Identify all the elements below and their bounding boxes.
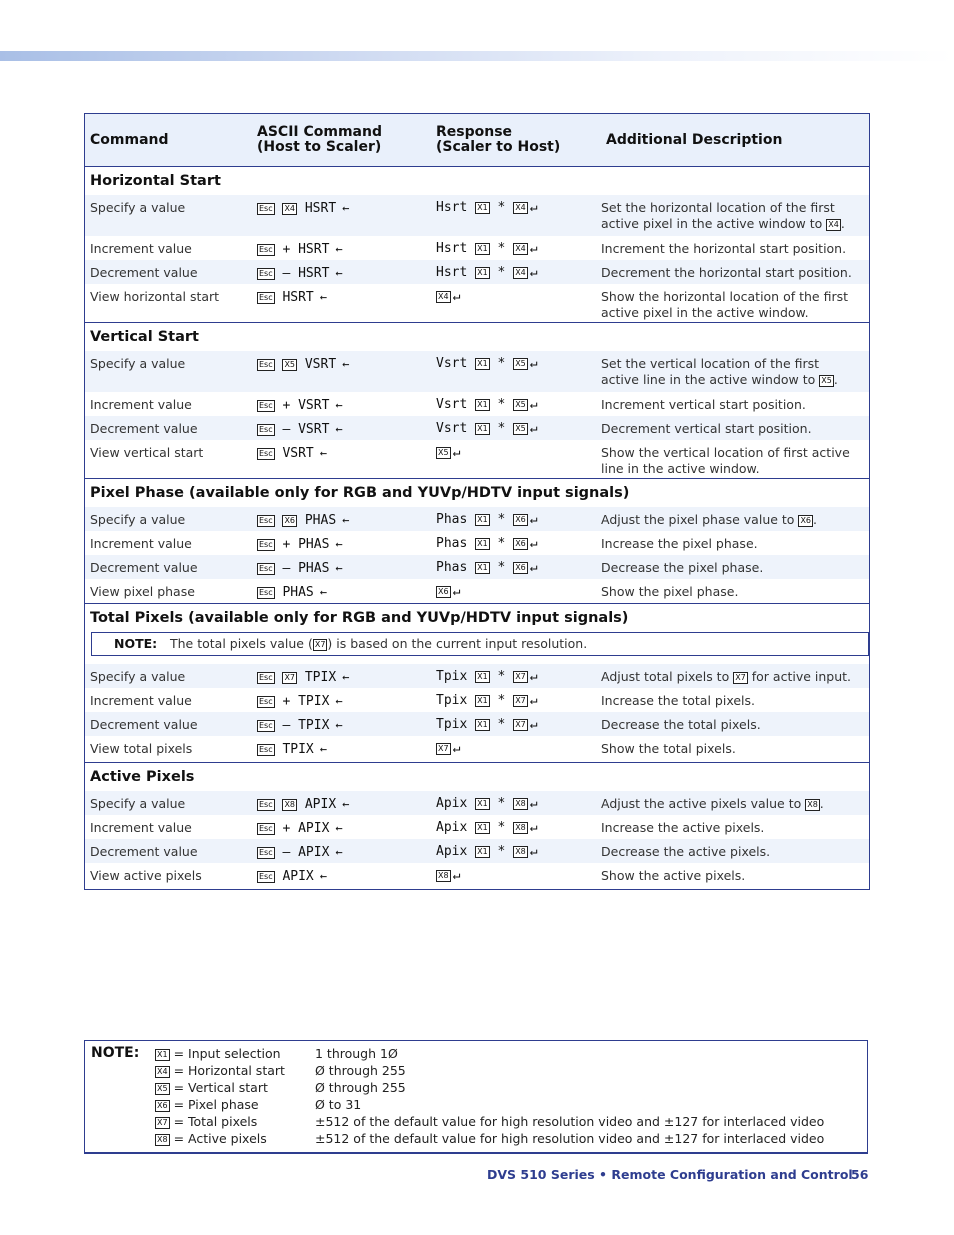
- ascii-cell: Esc + VSRT ←: [259, 398, 343, 413]
- ascii-cell: Esc X4 HSRT ←: [259, 201, 350, 216]
- x7-key-icon: X7: [515, 696, 526, 705]
- x6-key-icon: X6: [515, 515, 526, 524]
- description-cell: Decrease the total pixels.: [601, 717, 761, 732]
- esc-key-icon: Esc: [259, 745, 273, 754]
- table-row: [85, 195, 869, 236]
- ascii-cell: Esc X7 TPIX ←: [259, 670, 350, 685]
- esc-key-icon: Esc: [259, 204, 273, 213]
- x1-key-icon: X1: [477, 799, 488, 808]
- x7-key-icon: X7: [157, 1118, 168, 1127]
- command-cell: Increment value: [90, 536, 192, 551]
- table-row: [85, 236, 869, 260]
- enter-arrow-icon: ←: [319, 446, 327, 460]
- header-description: Additional Description: [606, 131, 783, 148]
- description-cell: Decrease the pixel phase.: [601, 560, 764, 575]
- x4-key-icon: X4: [157, 1067, 168, 1076]
- return-arrow-icon: ↵: [529, 844, 538, 859]
- esc-key-icon: Esc: [259, 824, 273, 833]
- footer-title: DVS 510 Series • Remote Configuration and Control: [487, 1167, 853, 1182]
- response-cell: [436, 584, 460, 600]
- enter-arrow-icon: ←: [342, 670, 350, 684]
- response-cell: Phas X1 * X6 ↵: [436, 560, 538, 575]
- command-cell: Decrement value: [90, 844, 198, 859]
- command-table: [84, 113, 870, 890]
- table-row: [85, 839, 869, 863]
- x7-key-icon: X7: [515, 672, 526, 681]
- esc-key-icon: Esc: [259, 540, 273, 549]
- x6-key-icon: X6: [438, 587, 449, 596]
- esc-key-icon: Esc: [259, 564, 273, 573]
- table-row: [85, 284, 869, 322]
- x5-key-icon: X5: [157, 1084, 168, 1093]
- note-label: NOTE:: [114, 636, 158, 651]
- table-row: [85, 863, 869, 889]
- description-cell: Show the total pixels.: [601, 741, 736, 756]
- esc-key-icon: Esc: [259, 872, 273, 881]
- command-cell: Specify a value: [90, 512, 186, 527]
- command-cell: Specify a value: [90, 200, 186, 215]
- x1-key-icon: X1: [477, 424, 488, 433]
- table-row: [85, 260, 869, 284]
- return-arrow-icon: ↵: [452, 289, 461, 304]
- description-cell: Increment the horizontal start position.: [601, 241, 847, 256]
- variables-note: [84, 1040, 868, 1154]
- x5-key-icon: X5: [515, 400, 526, 409]
- x8-key-icon: X8: [284, 800, 296, 809]
- response-cell: [436, 741, 460, 757]
- description-cell: Increase the active pixels.: [601, 820, 765, 835]
- return-arrow-icon: ↵: [529, 356, 538, 371]
- esc-key-icon: Esc: [259, 800, 273, 809]
- enter-arrow-icon: ←: [335, 242, 343, 256]
- table-row: [85, 392, 869, 416]
- note-text: The total pixels value ( X7 ) is based on the current input resolution.: [170, 636, 588, 651]
- esc-key-icon: Esc: [259, 425, 273, 434]
- x8-key-icon: X8: [515, 847, 526, 856]
- note-item: X8 = Active pixels ±512 of the default value for high resolution video and ±127 for interlaced video: [157, 1131, 825, 1146]
- x1-key-icon: X1: [157, 1050, 168, 1059]
- description-cell: Adjust total pixels to X7 for active input.: [601, 669, 852, 684]
- enter-arrow-icon: ←: [335, 537, 343, 551]
- return-arrow-icon: ↵: [529, 717, 538, 732]
- x5-key-icon: X5: [515, 359, 526, 368]
- command-cell: Increment value: [90, 241, 192, 256]
- response-cell: Hsrt X1 * X4 ↵: [436, 241, 538, 256]
- command-cell: View active pixels: [90, 868, 202, 883]
- table-row: [85, 351, 869, 392]
- ascii-cell: Esc – TPIX ←: [259, 718, 343, 733]
- description-cell: Show the pixel phase.: [601, 584, 739, 599]
- enter-arrow-icon: ←: [342, 513, 350, 527]
- ascii-cell: Esc X6 PHAS ←: [259, 513, 350, 528]
- response-cell: Phas X1 * X6 ↵: [436, 512, 538, 527]
- enter-arrow-icon: ←: [319, 290, 327, 304]
- header-ascii: ASCII Command (Host to Scaler): [257, 124, 382, 155]
- x1-key-icon: X1: [477, 244, 488, 253]
- response-cell: Tpix X1 * X7 ↵: [436, 717, 538, 732]
- enter-arrow-icon: ←: [335, 694, 343, 708]
- description-cell: Show the active pixels.: [601, 868, 746, 883]
- description-cell: Increment vertical start position.: [601, 397, 806, 412]
- table-row: [85, 440, 869, 478]
- ascii-cell: Esc VSRT ←: [259, 446, 327, 461]
- x1-key-icon: X1: [477, 400, 488, 409]
- section-pixel-phase: [85, 479, 869, 604]
- x8-key-icon: X8: [157, 1135, 168, 1144]
- table-header: [85, 114, 869, 167]
- x8-key-icon: X8: [438, 871, 449, 880]
- x4-key-icon: X4: [438, 292, 449, 301]
- note-item: X4 = Horizontal start Ø through 255: [157, 1063, 406, 1078]
- description-cell: Set the vertical location of the first active line in the active window to X5 .: [601, 356, 838, 387]
- x7-key-icon: X7: [735, 673, 746, 682]
- description-cell: Show the horizontal location of the first active pixel in the active window.: [601, 289, 849, 320]
- x5-key-icon: X5: [438, 448, 449, 457]
- esc-key-icon: Esc: [259, 293, 273, 302]
- section-active-pixels: [85, 763, 869, 889]
- command-cell: Decrement value: [90, 560, 198, 575]
- x1-key-icon: X1: [477, 268, 488, 277]
- command-cell: View pixel phase: [90, 584, 195, 599]
- x5-key-icon: X5: [284, 360, 296, 369]
- x1-key-icon: X1: [477, 672, 488, 681]
- return-arrow-icon: ↵: [529, 669, 538, 684]
- command-cell: View horizontal start: [90, 289, 220, 304]
- description-cell: Decrease the active pixels.: [601, 844, 771, 859]
- header-command: Command: [90, 131, 169, 148]
- x7-key-icon: X7: [284, 673, 296, 682]
- enter-arrow-icon: ←: [342, 201, 350, 215]
- section-horizontal-start: [85, 167, 869, 323]
- response-cell: Hsrt X1 * X4 ↵: [436, 200, 538, 215]
- ascii-cell: Esc X8 APIX ←: [259, 797, 350, 812]
- x6-key-icon: X6: [515, 539, 526, 548]
- command-cell: Specify a value: [90, 796, 186, 811]
- response-cell: Vsrt X1 * X5 ↵: [436, 356, 538, 371]
- enter-arrow-icon: ←: [335, 821, 343, 835]
- section-title: Total Pixels (available only for RGB and YUVp/HDTV input signals): [90, 610, 629, 626]
- command-cell: Specify a value: [90, 356, 186, 371]
- return-arrow-icon: ↵: [529, 820, 538, 835]
- table-row: [85, 712, 869, 736]
- return-arrow-icon: ↵: [529, 200, 538, 215]
- table-row: [85, 664, 869, 688]
- x1-key-icon: X1: [477, 359, 488, 368]
- enter-arrow-icon: ←: [319, 742, 327, 756]
- command-cell: Decrement value: [90, 421, 198, 436]
- x1-key-icon: X1: [477, 563, 488, 572]
- description-cell: Adjust the active pixels value to X8 .: [601, 796, 824, 811]
- section-vertical-start: [85, 323, 869, 479]
- command-cell: Increment value: [90, 820, 192, 835]
- esc-key-icon: Esc: [259, 516, 273, 525]
- description-cell: Adjust the pixel phase value to X6 .: [601, 512, 817, 527]
- x4-key-icon: X4: [515, 203, 526, 212]
- enter-arrow-icon: ←: [342, 357, 350, 371]
- table-row: [85, 555, 869, 579]
- response-cell: Vsrt X1 * X5 ↵: [436, 421, 538, 436]
- ascii-cell: Esc – VSRT ←: [259, 422, 343, 437]
- description-cell: Set the horizontal location of the first active pixel in the active window to X4 .: [601, 200, 845, 231]
- note-item: X1 = Input selection 1 through 1Ø: [157, 1046, 398, 1061]
- page-number: 56: [851, 1167, 869, 1182]
- x5-key-icon: X5: [515, 424, 526, 433]
- section-title: Vertical Start: [90, 329, 199, 345]
- enter-arrow-icon: ←: [335, 422, 343, 436]
- ascii-cell: Esc PHAS ←: [259, 585, 327, 600]
- note-item: X7 = Total pixels ±512 of the default value for high resolution video and ±127 for interlaced video: [157, 1114, 825, 1129]
- esc-key-icon: Esc: [259, 721, 273, 730]
- esc-key-icon: Esc: [259, 848, 273, 857]
- section-total-pixels: [85, 604, 869, 763]
- return-arrow-icon: ↵: [529, 421, 538, 436]
- return-arrow-icon: ↵: [452, 584, 461, 599]
- return-arrow-icon: ↵: [529, 693, 538, 708]
- x7-key-icon: X7: [314, 640, 326, 649]
- esc-key-icon: Esc: [259, 588, 273, 597]
- x4-key-icon: X4: [284, 204, 296, 213]
- x4-key-icon: X4: [828, 220, 839, 229]
- table-row: [85, 531, 869, 555]
- response-cell: Apix X1 * X8 ↵: [436, 796, 538, 811]
- command-cell: View vertical start: [90, 445, 204, 460]
- response-cell: Tpix X1 * X7 ↵: [436, 693, 538, 708]
- command-cell: Increment value: [90, 397, 192, 412]
- return-arrow-icon: ↵: [529, 265, 538, 280]
- esc-key-icon: Esc: [259, 269, 273, 278]
- ascii-cell: Esc – APIX ←: [259, 845, 343, 860]
- response-cell: [436, 445, 460, 461]
- section-title: Horizontal Start: [90, 173, 221, 189]
- x5-key-icon: X5: [821, 376, 832, 385]
- description-cell: Decrement the horizontal start position.: [601, 265, 852, 280]
- description-cell: Increase the pixel phase.: [601, 536, 758, 551]
- return-arrow-icon: ↵: [452, 868, 461, 883]
- x1-key-icon: X1: [477, 823, 488, 832]
- return-arrow-icon: ↵: [529, 560, 538, 575]
- description-cell: Show the vertical location of first active line in the active window.: [601, 445, 850, 476]
- esc-key-icon: Esc: [259, 697, 273, 706]
- ascii-cell: Esc + APIX ←: [259, 821, 343, 836]
- x1-key-icon: X1: [477, 203, 488, 212]
- x8-key-icon: X8: [515, 823, 526, 832]
- enter-arrow-icon: ←: [335, 718, 343, 732]
- total-pixels-note: [91, 632, 869, 656]
- response-cell: Phas X1 * X6 ↵: [436, 536, 538, 551]
- ascii-cell: Esc HSRT ←: [259, 290, 327, 305]
- top-decorative-bar: [0, 51, 954, 61]
- table-row: [85, 416, 869, 440]
- note-label: NOTE:: [91, 1045, 140, 1061]
- enter-arrow-icon: ←: [335, 561, 343, 575]
- response-cell: Vsrt X1 * X5 ↵: [436, 397, 538, 412]
- return-arrow-icon: ↵: [529, 397, 538, 412]
- table-row: [85, 507, 869, 531]
- ascii-cell: Esc + TPIX ←: [259, 694, 343, 709]
- response-cell: [436, 289, 460, 305]
- note-item: X6 = Pixel phase Ø to 31: [157, 1097, 362, 1112]
- section-title: Pixel Phase (available only for RGB and YUVp/HDTV input signals): [90, 485, 630, 501]
- table-row: [85, 791, 869, 815]
- esc-key-icon: Esc: [259, 673, 273, 682]
- table-row: [85, 815, 869, 839]
- command-cell: View total pixels: [90, 741, 193, 756]
- x8-key-icon: X8: [515, 799, 526, 808]
- command-cell: Decrement value: [90, 265, 198, 280]
- header-response: Response (Scaler to Host): [436, 124, 561, 155]
- x6-key-icon: X6: [800, 516, 812, 525]
- enter-arrow-icon: ←: [335, 845, 343, 859]
- section-title: Active Pixels: [90, 769, 195, 785]
- response-cell: [436, 868, 460, 884]
- response-cell: Tpix X1 * X7 ↵: [436, 669, 538, 684]
- x6-key-icon: X6: [515, 563, 526, 572]
- ascii-cell: Esc + HSRT ←: [259, 242, 343, 257]
- x4-key-icon: X4: [515, 244, 526, 253]
- enter-arrow-icon: ←: [319, 869, 327, 883]
- return-arrow-icon: ↵: [529, 512, 538, 527]
- enter-arrow-icon: ←: [342, 797, 350, 811]
- x4-key-icon: X4: [515, 268, 526, 277]
- x7-key-icon: X7: [438, 744, 449, 753]
- x6-key-icon: X6: [284, 516, 296, 525]
- esc-key-icon: Esc: [259, 245, 273, 254]
- return-arrow-icon: ↵: [452, 445, 461, 460]
- response-cell: Apix X1 * X8 ↵: [436, 820, 538, 835]
- return-arrow-icon: ↵: [529, 796, 538, 811]
- x1-key-icon: X1: [477, 847, 488, 856]
- x8-key-icon: X8: [807, 800, 818, 809]
- enter-arrow-icon: ←: [319, 585, 327, 599]
- x6-key-icon: X6: [157, 1101, 168, 1110]
- ascii-cell: Esc APIX ←: [259, 869, 327, 884]
- ascii-cell: Esc TPIX ←: [259, 742, 327, 757]
- ascii-cell: Esc + PHAS ←: [259, 537, 343, 552]
- esc-key-icon: Esc: [259, 401, 273, 410]
- ascii-cell: Esc – PHAS ←: [259, 561, 343, 576]
- note-item: X5 = Vertical start Ø through 255: [157, 1080, 406, 1095]
- esc-key-icon: Esc: [259, 449, 273, 458]
- description-cell: Increase the total pixels.: [601, 693, 755, 708]
- command-cell: Decrement value: [90, 717, 198, 732]
- response-cell: Hsrt X1 * X4 ↵: [436, 265, 538, 280]
- return-arrow-icon: ↵: [529, 241, 538, 256]
- response-cell: Apix X1 * X8 ↵: [436, 844, 538, 859]
- x1-key-icon: X1: [477, 515, 488, 524]
- table-row: [85, 736, 869, 762]
- x1-key-icon: X1: [477, 720, 488, 729]
- return-arrow-icon: ↵: [452, 741, 461, 756]
- command-cell: Increment value: [90, 693, 192, 708]
- enter-arrow-icon: ←: [335, 398, 343, 412]
- x1-key-icon: X1: [477, 696, 488, 705]
- command-cell: Specify a value: [90, 669, 186, 684]
- ascii-cell: Esc X5 VSRT ←: [259, 357, 350, 372]
- description-cell: Decrement vertical start position.: [601, 421, 812, 436]
- x1-key-icon: X1: [477, 539, 488, 548]
- esc-key-icon: Esc: [259, 360, 273, 369]
- table-row: [85, 688, 869, 712]
- enter-arrow-icon: ←: [335, 266, 343, 280]
- return-arrow-icon: ↵: [529, 536, 538, 551]
- ascii-cell: Esc – HSRT ←: [259, 266, 343, 281]
- table-row: [85, 579, 869, 603]
- x7-key-icon: X7: [515, 720, 526, 729]
